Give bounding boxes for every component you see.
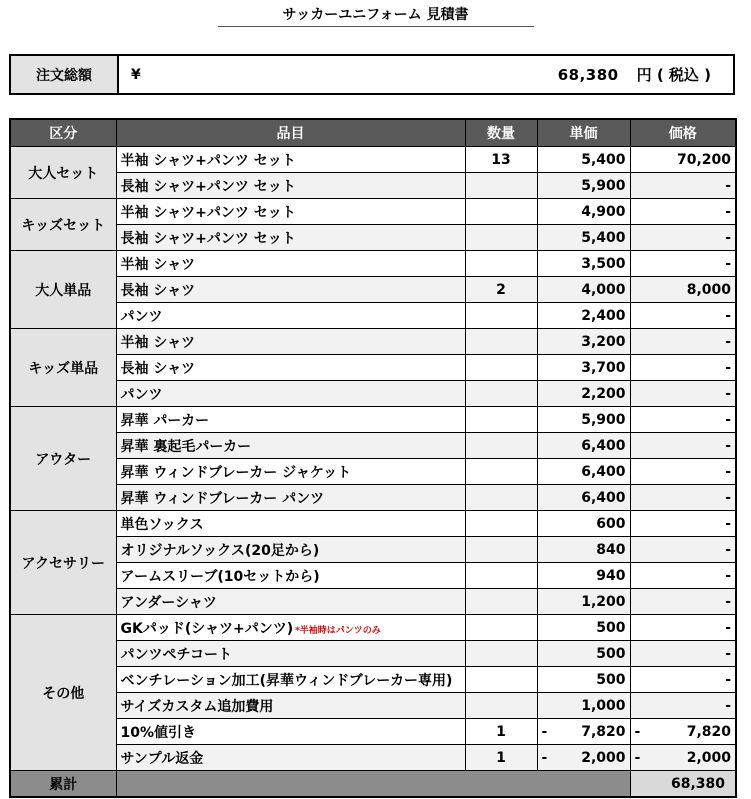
minus-sign: - [541,749,548,766]
item-quantity [465,693,537,719]
item-quantity [465,563,537,589]
item-name: 半袖 シャツ+パンツ セット [116,199,465,225]
table-row [10,667,736,693]
item-name: 長袖 シャツ [116,277,465,303]
table-row [10,329,736,355]
item-price: - [630,407,736,433]
item-quantity [465,459,537,485]
item-quantity [465,641,537,667]
item-name: GKパッド(シャツ+パンツ) [120,620,294,637]
item-price: - [630,511,736,537]
order-total-label: 注文総額 [11,56,119,93]
table-row [10,407,736,433]
item-quantity [465,303,537,329]
item-unit-price: 600 [537,511,630,537]
item-unit-price: 4,000 [537,277,630,303]
item-quantity [465,433,537,459]
item-quantity [465,615,537,641]
item-unit-price-cell [537,719,630,745]
item-price: 7,820 [686,723,731,740]
order-total-box [9,54,735,95]
item-quantity [465,589,537,615]
category-other: その他 [10,615,116,771]
item-price: - [630,537,736,563]
item-unit-price: 4,900 [537,199,630,225]
item-quantity [465,199,537,225]
category-kids-set: キッズセット [10,199,116,251]
item-unit-price: 6,400 [537,433,630,459]
table-row [10,355,736,381]
item-price: - [630,329,736,355]
item-name: 10%値引き [116,719,465,745]
item-price: - [630,251,736,277]
category-outer: アウター [10,407,116,511]
item-quantity [465,511,537,537]
document-title: サッカーユニフォーム 見積書 [282,7,469,23]
header-item: 品目 [116,119,465,147]
item-unit-price: 2,000 [581,749,626,766]
table-row [10,719,736,745]
item-unit-price: 1,200 [537,589,630,615]
item-unit-price: 1,000 [537,693,630,719]
order-total-amount [191,56,733,93]
table-row [10,537,736,563]
item-price: - [630,433,736,459]
table-row [10,511,736,537]
table-row [10,147,736,173]
item-unit-price: 3,200 [537,329,630,355]
category-kids-single: キッズ単品 [10,329,116,407]
item-quantity [465,485,537,511]
item-price: - [630,563,736,589]
item-price-cell [630,719,736,745]
header-quantity: 数量 [465,119,537,147]
item-unit-price: 2,400 [537,303,630,329]
item-name: パンツ [116,381,465,407]
category-adult-set: 大人セット [10,147,116,199]
table-header-row [10,119,736,147]
item-name: 長袖 シャツ [116,355,465,381]
item-unit-price: 5,400 [537,225,630,251]
table-row [10,199,736,225]
item-name: アンダーシャツ [116,589,465,615]
item-name: 長袖 シャツ+パンツ セット [116,173,465,199]
item-name: パンツ [116,303,465,329]
item-price: - [630,173,736,199]
item-name: オリジナルソックス(20足から) [116,537,465,563]
item-quantity [465,381,537,407]
item-price: - [630,225,736,251]
item-name: パンツペチコート [116,641,465,667]
item-quantity [465,173,537,199]
minus-sign: - [634,749,641,766]
item-unit-price: 500 [537,615,630,641]
item-unit-price: 6,400 [537,459,630,485]
table-footer-row [10,771,736,798]
item-name: 長袖 シャツ+パンツ セット [116,225,465,251]
item-price: - [630,459,736,485]
table-row [10,615,736,641]
item-name: 昇華 パーカー [116,407,465,433]
currency-symbol: ¥ [131,66,141,83]
header-price: 価格 [630,119,736,147]
table-row [10,485,736,511]
item-price: - [630,485,736,511]
item-quantity [465,329,537,355]
table-row [10,563,736,589]
title-underline [218,26,534,27]
item-quantity: 2 [465,277,537,303]
table-row [10,589,736,615]
item-unit-price: 7,820 [581,723,626,740]
item-name: 昇華 ウィンドブレーカー ジャケット [116,459,465,485]
table-row [10,433,736,459]
item-price: - [630,303,736,329]
item-name: サイズカスタム追加費用 [116,693,465,719]
minus-sign: - [541,723,548,740]
item-price: - [630,381,736,407]
category-adult-single: 大人単品 [10,251,116,329]
item-unit-price-cell [537,745,630,771]
item-unit-price: 840 [537,537,630,563]
item-quantity [465,225,537,251]
item-unit-price: 6,400 [537,485,630,511]
item-unit-price: 500 [537,667,630,693]
table-row [10,173,736,199]
item-unit-price: 2,200 [537,381,630,407]
item-unit-price: 5,900 [537,407,630,433]
item-name: ベンチレーション加工(昇華ウィンドブレーカー専用) [116,667,465,693]
item-unit-price: 3,500 [537,251,630,277]
item-price: - [630,355,736,381]
order-total-value: 68,380 [557,65,619,84]
item-name: 半袖 シャツ [116,329,465,355]
table-row [10,303,736,329]
item-quantity: 13 [465,147,537,173]
category-accessory: アクセサリー [10,511,116,615]
footer-spacer [116,771,630,798]
item-name-cell [116,615,465,641]
item-price: - [630,589,736,615]
table-row [10,225,736,251]
item-name: 半袖 シャツ [116,251,465,277]
item-price: 70,200 [630,147,736,173]
table-row [10,641,736,667]
table-row [10,251,736,277]
item-price: - [630,641,736,667]
item-price: 2,000 [686,749,731,766]
item-quantity: 1 [465,719,537,745]
item-price: - [630,667,736,693]
header-unit-price: 単価 [537,119,630,147]
table-row [10,277,736,303]
quote-table [9,118,737,798]
item-unit-price: 5,900 [537,173,630,199]
item-unit-price: 5,400 [537,147,630,173]
order-total-unit: 円 ( 税込 ) [636,66,711,84]
cumulative-total: 68,380 [630,771,736,798]
item-name: 昇華 ウィンドブレーカー パンツ [116,485,465,511]
item-name: 昇華 裏起毛パーカー [116,433,465,459]
header-category: 区分 [10,119,116,147]
cumulative-label: 累計 [10,771,116,798]
table-row [10,693,736,719]
item-price: - [630,615,736,641]
item-price: - [630,693,736,719]
item-unit-price: 500 [537,641,630,667]
item-note: *半袖時はパンツのみ [295,625,381,636]
item-name: 半袖 シャツ+パンツ セット [116,147,465,173]
item-quantity [465,355,537,381]
item-quantity [465,251,537,277]
item-quantity [465,667,537,693]
table-row [10,459,736,485]
table-row [10,381,736,407]
item-unit-price: 940 [537,563,630,589]
item-name: サンプル返金 [116,745,465,771]
item-quantity [465,407,537,433]
item-unit-price: 3,700 [537,355,630,381]
minus-sign: - [634,723,641,740]
item-name: 単色ソックス [116,511,465,537]
table-row [10,745,736,771]
item-price: 8,000 [630,277,736,303]
item-price: - [630,199,736,225]
item-name: アームスリーブ(10セットから) [116,563,465,589]
item-quantity: 1 [465,745,537,771]
item-price-cell [630,745,736,771]
item-quantity [465,537,537,563]
